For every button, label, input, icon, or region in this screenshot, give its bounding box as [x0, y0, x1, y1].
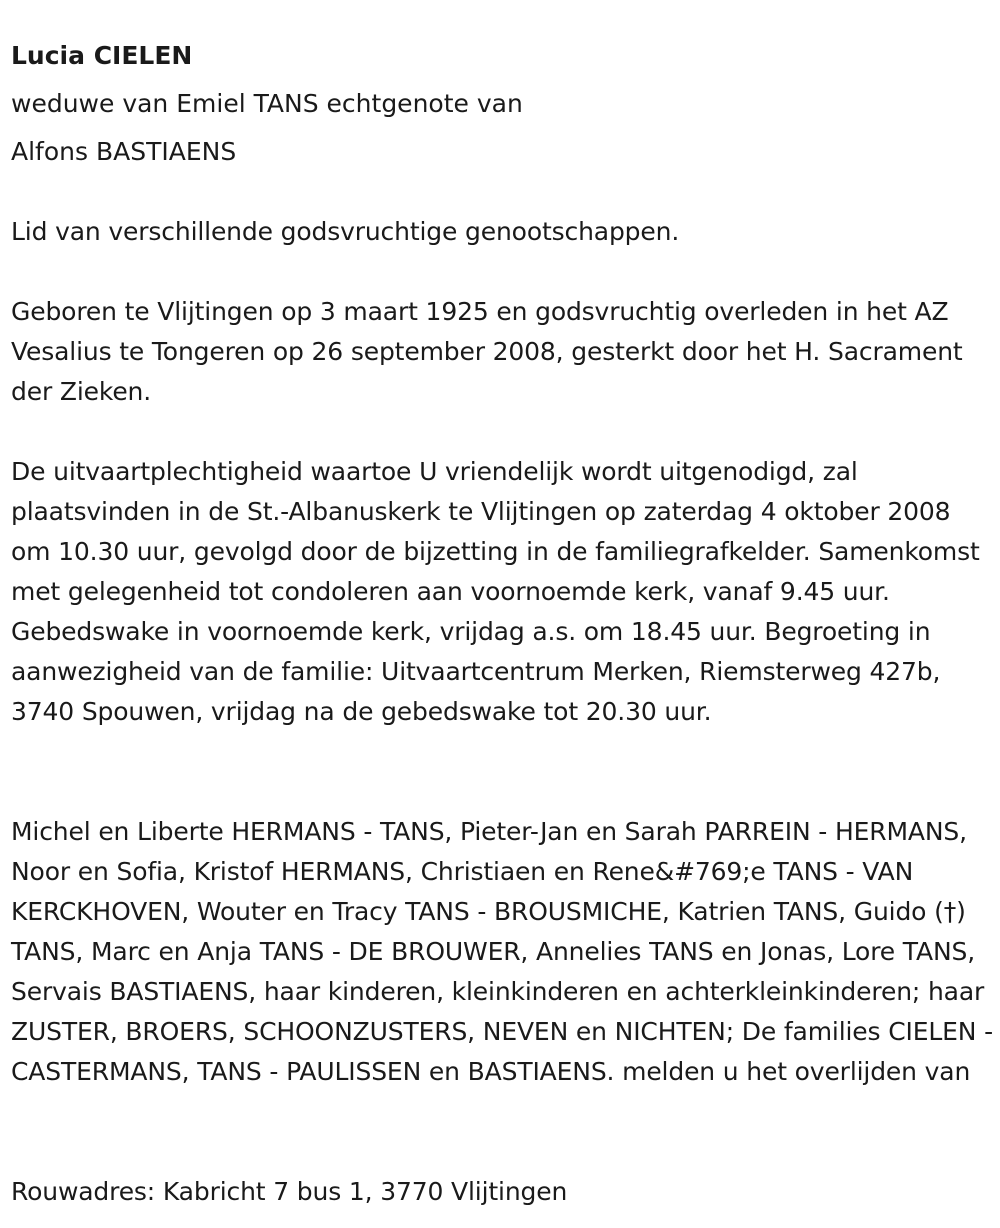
- family-paragraph: Michel en Liberte HERMANS - TANS, Pieter-Jan en Sarah PARREIN - HERMANS, Noor en Sofia, Kristof HERMANS, Christiaen en Rene&#769;e TANS - VAN KERCKHOVEN, Wouter en Tracy TANS - BROUSMICHE, Katrien TANS, Guido (†) TANS, Marc en Anja TANS - DE BROUWER, Annelies TANS en Jonas, Lore TANS, Servais BASTIAENS, haar kinderen, kleinkinderen en achterkleinkinderen; haar ZUSTER, BROERS, SCHOONZUSTERS, NEVEN en NICHTEN; De families CIELEN - CASTERMANS, TANS - PAULISSEN en BASTIAENS. melden u het overlijden van: [11, 817, 994, 1086]
- widow-of-line: weduwe van Emiel TANS echtgenote van: [11, 89, 523, 118]
- deceased-name: Lucia CIELEN: [11, 41, 193, 70]
- membership-paragraph: Lid van verschillende godsvruchtige genootschappen.: [11, 217, 680, 246]
- spouse-line: Alfons BASTIAENS: [11, 137, 237, 166]
- mourning-address: Rouwadres: Kabricht 7 bus 1, 3770 Vlijtingen: [11, 1177, 568, 1206]
- funeral-paragraph: De uitvaartplechtigheid waartoe U vriendelijk wordt uitgenodigd, zal plaatsvinden in de St.-Albanuskerk te Vlijtingen op zaterdag 4 oktober 2008 om 10.30 uur, gevolgd door de bijzetting in de familiegrafkelder. Samenkomst met gelegenheid tot condoleren aan voornoemde kerk, vanaf 9.45 uur. Gebedswake in voornoemde kerk, vrijdag a.s. om 18.45 uur. Begroeting in aanwezigheid van de familie: Uitvaartcentrum Merken, Riemsterweg 427b, 3740 Spouwen, vrijdag na de gebedswake tot 20.30 uur.: [11, 457, 980, 726]
- birth-death-paragraph: Geboren te Vlijtingen op 3 maart 1925 en godsvruchtig overleden in het AZ Vesalius te Tongeren op 26 september 2008, gesterkt door het H. Sacrament der Zieken.: [11, 297, 963, 406]
